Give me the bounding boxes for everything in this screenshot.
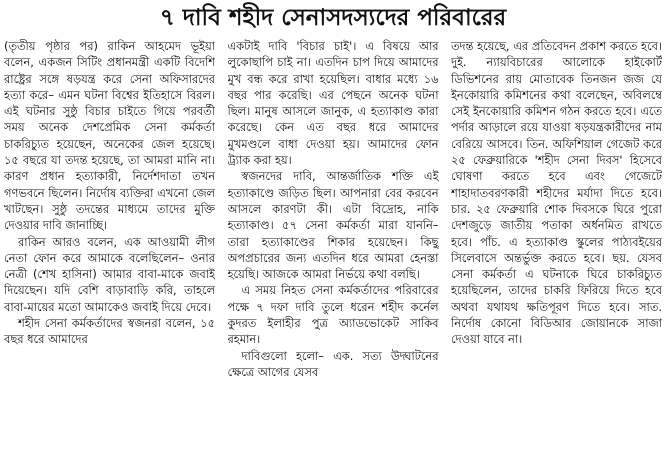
article-column-3 [451, 38, 662, 459]
article-paragraph: একটাই দাবি 'বিচার চাই'। এ বিষয়ে আর লুকোছাপি চাই না। এতদিন চাপ দিয়ে আমাদের মুখ বন্ধ করে রাখা হয়েছিল। বাধার মধ্যে ১৬ বছর পার করেছি। এর পেছনে অনেক ঘটনা ছিল। মানুষ আসলে জানুক, এ হত্যাকাণ্ড কারা করেছে। কেন এত বছর ধরে আমাদের মুখমণ্ডলে বাধা দেওয়া হয়। আমাদের ফোন ট্র্যাক করা হয়। [227, 39, 439, 168]
article-paragraph: রাকিন আরও বলেন, এক আওয়ামী লীগ নেতা ফোন করে আমাকে বলেছিলেন– ওনার নেত্রী (শেখ হাসিনা) আমার বাবা-মাকে জবাই দিয়েছেন। যদি বেশি বাড়াবাড়ি করি, তাহলে বাবা-মায়ের মতো আমাকেও জবাই দিয়ে দেবে। [4, 234, 215, 314]
article-paragraph: শহীদ সেনা কর্মকর্তাদের স্বজনরা বলেন, ১৫ বছর ধরে আমাদের [4, 316, 215, 347]
article-paragraph: এ সময় নিহত সেনা কর্মকর্তাদের পরিবারের পক্ষে ৭ দফা দাবি তুলে ধরেন শহীদ কর্নেল কুদরত ইলাহীর পুত্র অ্যাডভোকেট সাকিব রহমান। [227, 283, 439, 347]
article-paragraph: স্বজনদের দাবি, আন্তর্জাতিক শক্তি এই হত্যাকাণ্ডে জড়িত ছিল। আপনারা বের করবেন আসলে কারণটা কী। এটা বিদ্রোহ, নাকি হত্যাকাণ্ড। ৫৭ সেনা কর্মকর্তা মারা যাননি– তারা হত্যাকাণ্ডের শিকার হয়েছেন। কিছু অপপ্রচারের জন্য এতদিন ধরে আমরা হেনস্তা হয়েছি। আজকে আমরা নির্ভয়ে কথা বলছি। [227, 169, 439, 282]
article-column-1 [4, 38, 215, 459]
article-headline: ৭ দাবি শহীদ সেনাসদস্যদের পরিবারের [159, 5, 507, 31]
article-paragraph: (তৃতীয় পৃষ্ঠার পর) রাকিন আহমেদ ভূইয়া বলেন, একজন সিটিং প্রধানমন্ত্রী একটি বিদেশি রাষ্ট্রের সঙ্গে ষড়যন্ত্র করে সেনা অফিসারদের হত্যা করে– এমন ঘটনা বিশ্বের ইতিহাসে বিরল। এই ঘটনার সুষ্ঠু বিচার চাইতে গিয়ে পরবর্তী সময় অনেক দেশপ্রেমিক সেনা কর্মকর্তা চাকরিচ্যুত হয়েছেন, অনেকের জেল হয়েছে। ১৫ বছরে যা তদন্ত হয়েছে, তা আমরা মানি না। কারণ প্রধান হত্যাকারী, নির্দেশদাতা তখন গণভবনে ছিলেন। নির্দোষ ব্যক্তিরা এখনো জেল খাটছেন। সুষ্ঠু তদন্তের মাধ্যমে তাদের মুক্তি দেওয়ার দাবি জানাচ্ছি। [4, 39, 215, 233]
article-body [4, 38, 662, 459]
article-paragraph: দাবিগুলো হলো– এক. সত্য উদ্ঘাটনের ক্ষেত্রে আগের যেসব [227, 348, 439, 379]
article-column-2 [228, 38, 439, 459]
article-paragraph: তদন্ত হয়েছে, এর প্রতিবেদন প্রকাশ করতে হবে। দুই. ন্যায়বিচারের আলোকে হাইকোর্ট ডিভিশনের রায় মোতাবেক তিনজন জজ যে ইনকোয়ারি কমিশনের কথা বলেছেন, অবিলম্বে সেই ইনকোয়ারি কমিশন গঠন করতে হবে। এতে পর্দার আড়ালে রয়ে যাওয়া ষড়যন্ত্রকারীদের নাম বেরিয়ে আসবে। তিন. অফিশিয়াল গেজেট করে ২৫ ফেব্রুয়ারিকে 'শহীদ সেনা দিবস' হিসেবে ঘোষণা করতে হবে এবং গেজেটে শাহাদাতবরণকারী শহীদের মর্যাদা দিতে হবে। চার. ২৫ ফেব্রুয়ারি শোক দিবসকে ঘিরে পুরো দেশজুড়ে জাতীয় পতাকা অর্ধনমিত রাখতে হবে। পাঁচ. এ হত্যাকাণ্ড স্কুলের পাঠ্যবইয়ের সিলেবাসে অন্তর্ভুক্ত করতে হবে। ছয়. যেসব সেনা কর্মকর্তা এ ঘটনাকে ঘিরে চাকরিচ্যুত হয়েছিলেন, তাদের চাকরি ফিরিয়ে দিতে হবে অথবা যথাযথ ক্ষতিপূরণ দিতে হবে। সাত. নির্দোষ কোনো বিডিআর জোয়ানকে সাজা দেওয়া যাবে না। [451, 39, 662, 347]
